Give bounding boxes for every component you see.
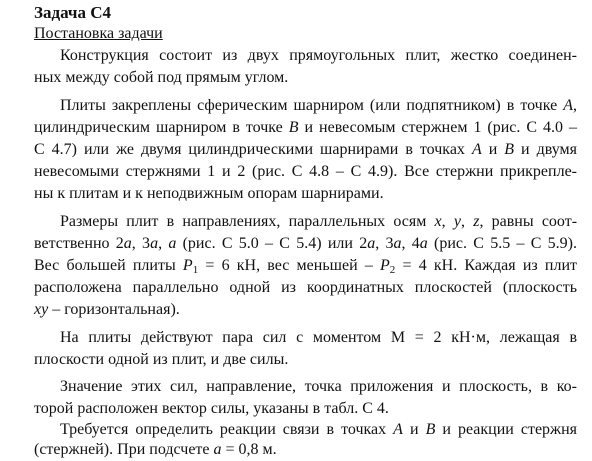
paragraph-line: цилиндрическим шарниром в точке B и невесомым стержнем 1 (рис. С 4.0 – bbox=[34, 119, 577, 136]
paragraph-line: расположена параллельно одной из координатных плоскостей (плоскость bbox=[34, 279, 577, 296]
section-subtitle: Постановка задачи bbox=[34, 25, 163, 42]
paragraph-line: Требуется определить реакции связи в точках A и B и реакции стержня bbox=[60, 421, 578, 438]
paragraph-line: ветственно 2a, 3a, a (рис. С 5.0 – С 5.4) или 2a, 3a, 4a (рис. С 5.5 – С 5.9). bbox=[34, 235, 577, 252]
paragraph-line: Вес большей плиты $P_1 = 6$ кН, вес меньшей – $P_2 = 4$ кН. Каждая из плит bbox=[34, 257, 577, 276]
paragraph-line: невесомыми стержнями 1 и 2 (рис. С 4.8 – С 4.9). Все стержни прикрепле- bbox=[34, 163, 577, 180]
task-title: Задача С4 bbox=[34, 3, 112, 22]
paragraph-line: С 4.7) или же двумя цилиндрическими шарнирами в точках A и B и двумя bbox=[34, 141, 578, 158]
paragraph-line: (стержней). При подсчете a = 0,8 м. bbox=[34, 441, 277, 458]
paragraph-line: ных между собой под прямым углом. bbox=[34, 69, 289, 86]
paragraph-line: На плиты действуют пара сил с моментом М = 2 кН·м, лежащая в bbox=[60, 329, 577, 346]
paragraph-line: ны к плитам и к неподвижным опорам шарнирами. bbox=[34, 185, 384, 202]
paragraph-line: Конструкция состоит из двух прямоугольных плит, жестко соединен- bbox=[60, 47, 577, 64]
paragraph-line: торой расположен вектор силы, указаны в табл. С 4. bbox=[34, 400, 389, 417]
paragraph-line: Плиты закреплены сферическим шарниром (или подпятником) в точке A, bbox=[60, 97, 577, 114]
paragraph-line: Размеры плит в направлениях, параллельных осям x, y, z, равны соот- bbox=[60, 213, 578, 230]
paragraph-line: xy – горизонтальная). bbox=[34, 301, 180, 318]
paragraph-line: плоскости одной из плит, и две силы. bbox=[34, 351, 289, 368]
paragraph-line: Значение этих сил, направление, точка приложения и плоскость, в ко- bbox=[60, 378, 577, 395]
